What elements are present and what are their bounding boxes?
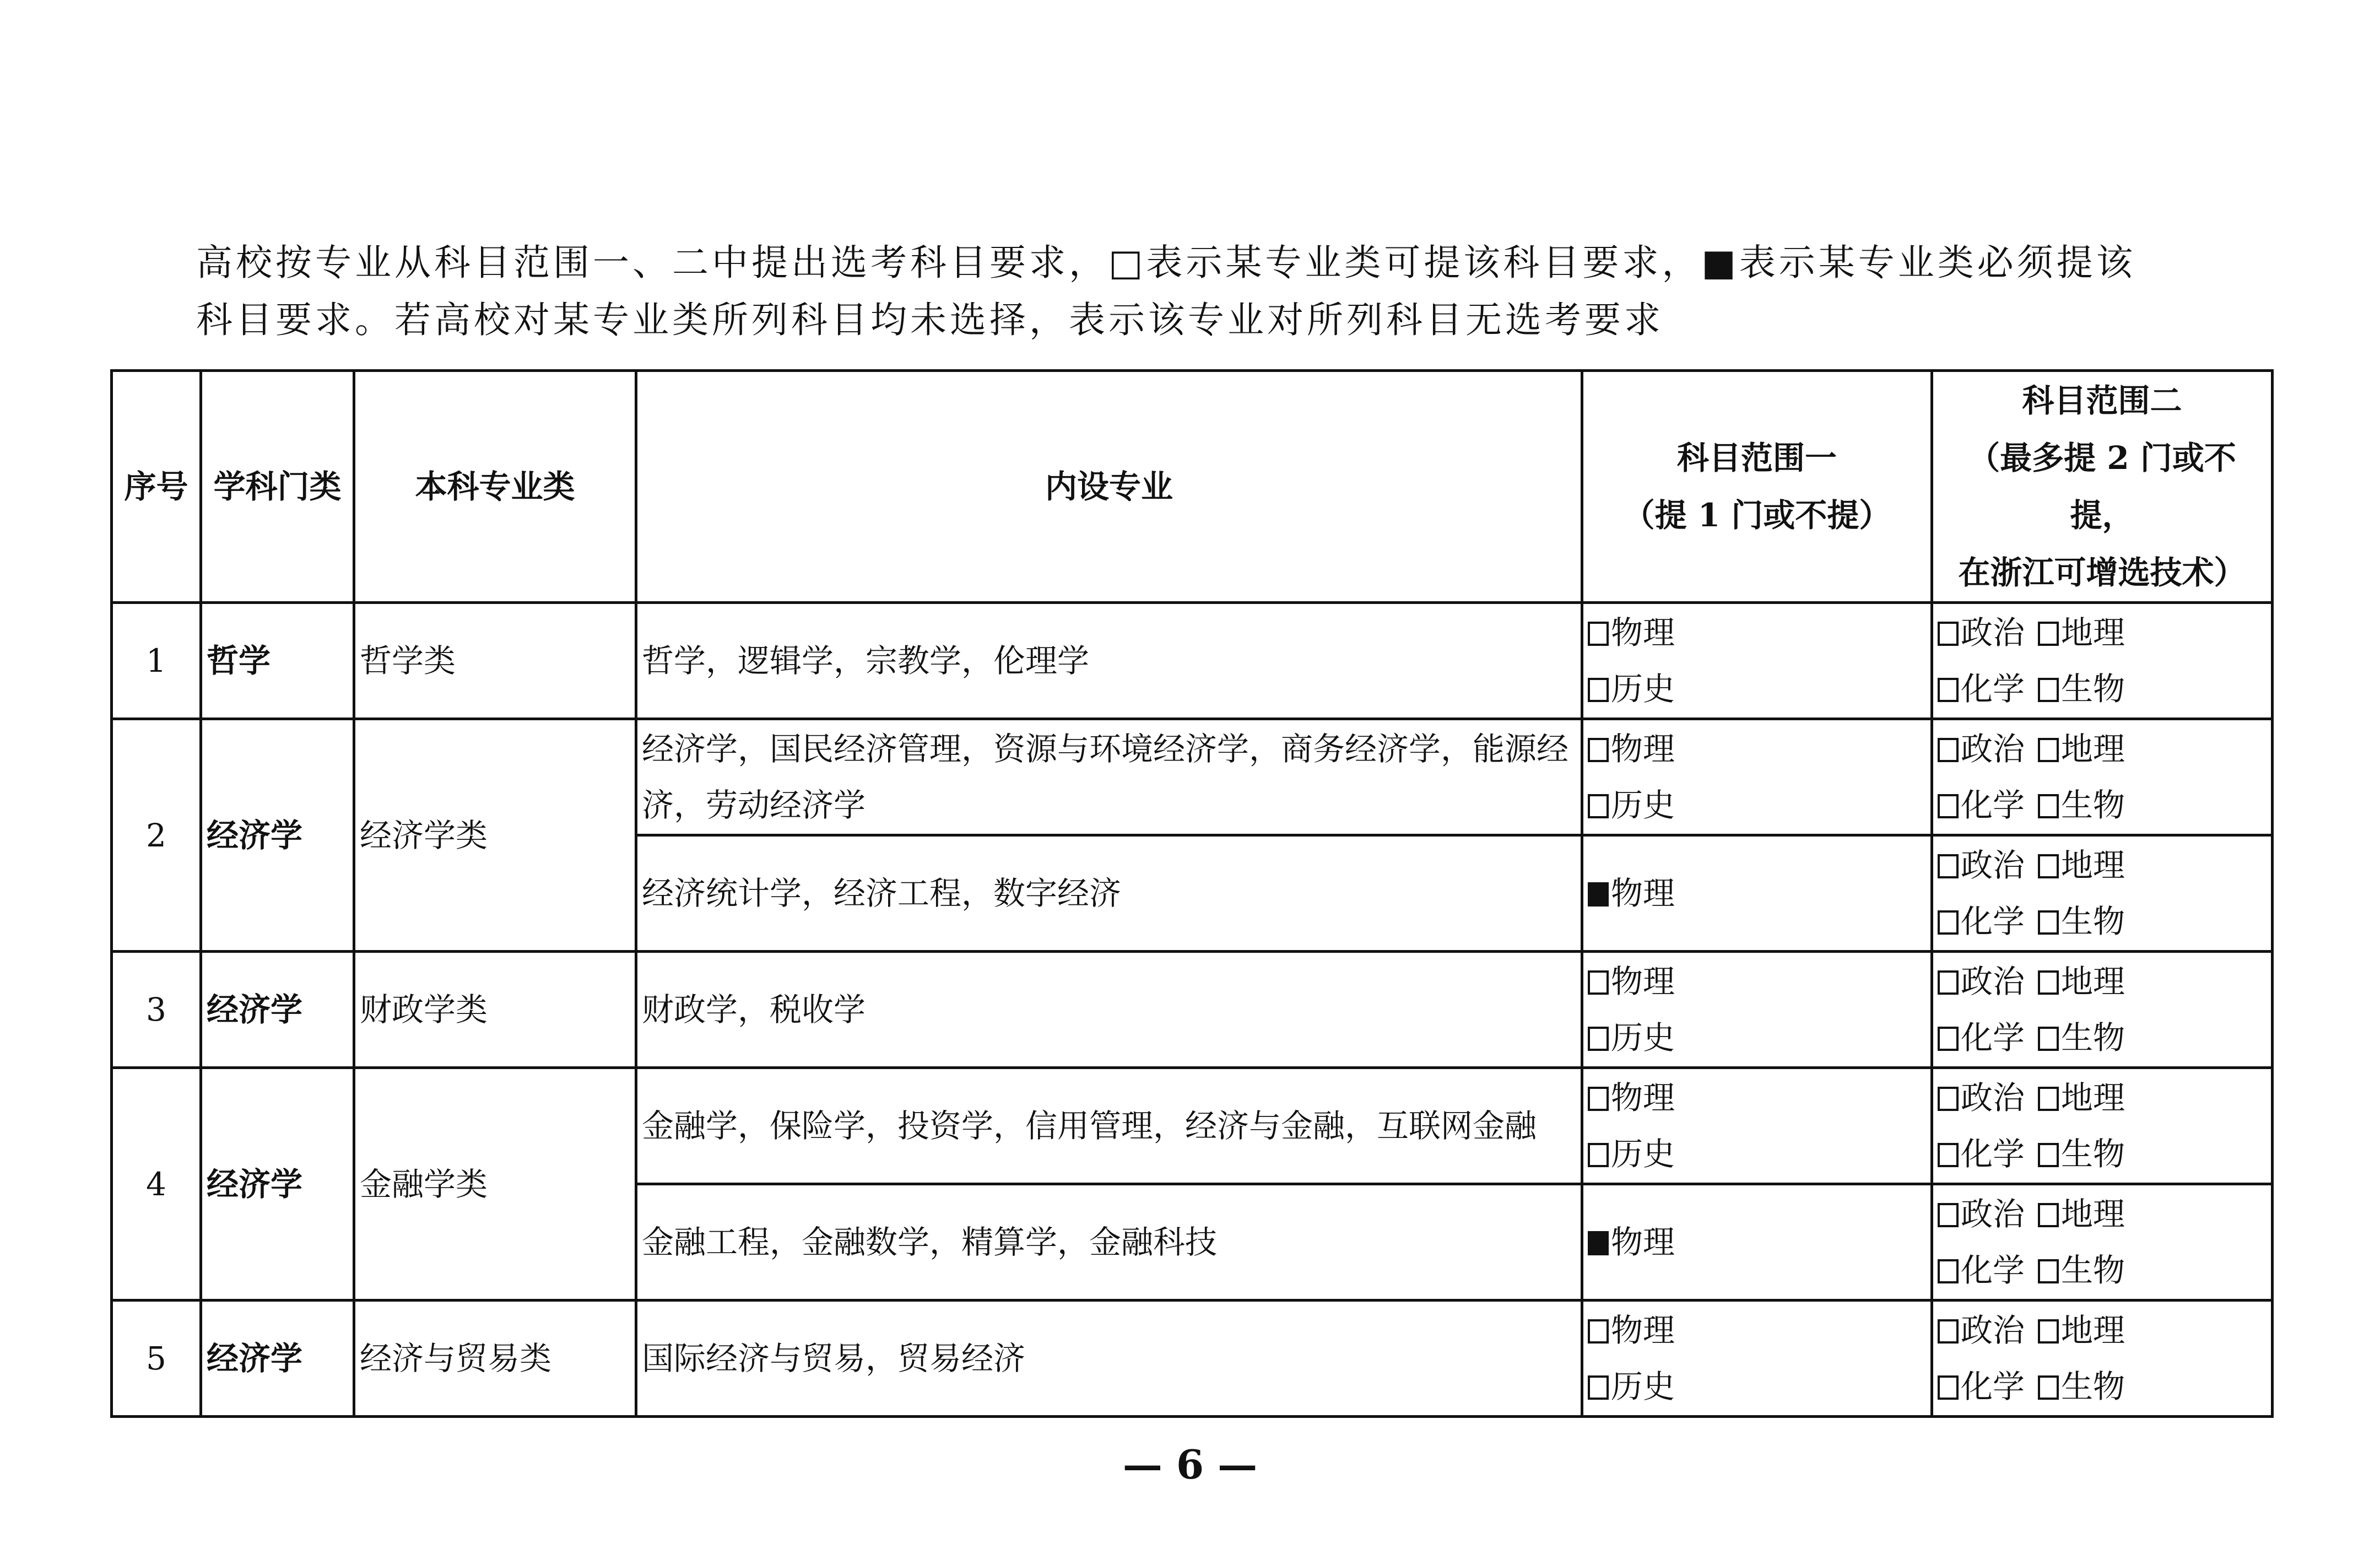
row-majors: 金融工程，金融数学，精算学，金融科技 [636,1184,1582,1301]
subject-label: 历史 [1611,670,1675,708]
row-range1 [1582,835,1932,952]
subject-option [2038,1126,2125,1182]
row-discipline: 哲学 [201,603,354,719]
row-range2 [1932,835,2273,952]
subject-option [1588,1010,1926,1066]
row-discipline: 经济学 [201,1068,354,1301]
subject-option [1588,953,1926,1010]
subject-option-line [1938,1186,2267,1242]
row-range2 [1932,1184,2273,1301]
filled-square-icon [1588,882,1609,907]
subject-option-line [1938,1242,2267,1298]
subject-label: 历史 [1611,786,1675,824]
subject-label: 生物 [2061,1019,2125,1056]
empty-square-icon [1938,678,1959,702]
row-range2 [1932,1301,2273,1417]
subject-option [1938,777,2025,833]
header-range1-title: 科目范围一 [1676,439,1837,477]
subject-label: 地理 [2061,1195,2125,1233]
row-range1 [1582,952,1932,1068]
row-majors: 财政学，税收学 [636,952,1582,1068]
empty-square-icon [1938,1203,1959,1227]
subject-option [2038,1242,2125,1298]
empty-square-icon [1938,1087,1959,1111]
empty-square-icon [2038,622,2059,646]
empty-square-icon [2038,1319,2059,1344]
row-range1 [1582,719,1932,835]
subject-label: 历史 [1611,1019,1675,1056]
subject-option-line [1938,777,2267,833]
subject-option-line [1938,661,2267,717]
subject-label: 地理 [2061,963,2125,1000]
subject-option [1938,1358,2025,1415]
subject-label: 生物 [2061,1368,2125,1405]
empty-square-icon [1588,738,1609,762]
subject-option [1938,1126,2025,1182]
subject-option-line [1938,1010,2267,1066]
row-index: 3 [112,952,201,1068]
subject-option [1938,953,2025,1010]
subject-option [2038,1070,2125,1126]
header-majors: 内设专业 [636,371,1582,603]
subject-option [1588,1070,1926,1126]
row-discipline: 经济学 [201,952,354,1068]
intro-line-1: 高校按专业从科目范围一、二中提出选考科目要求，□表示某专业类可提该科目要求，■表示某专业类必须提该 [196,241,2136,284]
header-range2-note-1: （最多提 2 门或不提， [1968,439,2236,534]
subject-label: 化学 [1961,670,2025,708]
subject-option-line [1938,953,2267,1010]
empty-square-icon [2038,1259,2059,1283]
row-range2 [1932,719,2273,835]
row-index: 5 [112,1301,201,1417]
header-range2-title: 科目范围二 [2022,382,2182,419]
row-index: 4 [112,1068,201,1301]
subject-label: 化学 [1961,1019,2025,1056]
row-category: 经济学类 [354,719,636,952]
header-category: 本科专业类 [354,371,636,603]
empty-square-icon [2038,738,2059,762]
empty-square-icon [1938,1143,1959,1167]
subject-option-line [1938,1302,2267,1358]
subject-option [2038,1186,2125,1242]
subject-option [1588,661,1926,717]
subject-option [1588,1214,1926,1270]
subject-label: 历史 [1611,1368,1675,1405]
subject-option [2038,953,2125,1010]
subject-label: 化学 [1961,1251,2025,1289]
subject-option [1938,837,2025,893]
subject-option [1588,1302,1926,1358]
subject-label: 政治 [1961,963,2025,1000]
subject-option [1938,1302,2025,1358]
subject-label: 生物 [2061,1251,2125,1289]
header-range2 [1932,371,2273,603]
empty-square-icon [1938,1259,1959,1283]
subject-option-line [1938,721,2267,777]
subject-option-line [1938,605,2267,661]
row-majors: 金融学，保险学，投资学，信用管理，经济与金融，互联网金融 [636,1068,1582,1184]
subject-label: 地理 [2061,730,2125,768]
subject-label: 物理 [1611,1079,1675,1116]
row-category: 财政学类 [354,952,636,1068]
subject-option [1938,1070,2025,1126]
empty-square-icon [1938,1319,1959,1344]
subject-label: 物理 [1611,1312,1675,1349]
empty-square-icon [2038,854,2059,878]
row-range1 [1582,1184,1932,1301]
subject-option [2038,1358,2125,1415]
subject-option [1588,605,1926,661]
subject-option [2038,1302,2125,1358]
header-range1-note: （提 1 门或不提） [1622,497,1891,534]
subject-label: 地理 [2061,1079,2125,1116]
row-majors: 经济学，国民经济管理，资源与环境经济学，商务经济学，能源经济，劳动经济学 [636,719,1582,835]
subject-label: 政治 [1961,846,2025,884]
subject-option [1588,1126,1926,1182]
empty-square-icon [2038,910,2059,935]
empty-square-icon [2038,1375,2059,1400]
empty-square-icon [1938,1375,1959,1400]
table-row [112,603,2273,719]
empty-square-icon [2038,678,2059,702]
subject-option [1938,1010,2025,1066]
subject-option [2038,721,2125,777]
empty-square-icon [1588,1319,1609,1344]
empty-square-icon [1588,1087,1609,1111]
filled-square-icon [1588,1231,1609,1255]
subject-option [1938,721,2025,777]
row-majors: 国际经济与贸易，贸易经济 [636,1301,1582,1417]
row-range2 [1932,952,2273,1068]
row-category: 经济与贸易类 [354,1301,636,1417]
subject-option [2038,837,2125,893]
header-range2-note-2: 在浙江可增选技术） [1958,554,2246,591]
subject-label: 历史 [1611,1135,1675,1173]
subject-option [1588,1358,1926,1415]
row-category: 哲学类 [354,603,636,719]
table-row [112,1301,2273,1417]
subject-label: 地理 [2061,846,2125,884]
table-row [112,952,2273,1068]
row-category: 金融学类 [354,1068,636,1301]
subject-option-line [1938,893,2267,949]
subject-option [2038,605,2125,661]
subject-label: 化学 [1961,1135,2025,1173]
row-index: 2 [112,719,201,952]
empty-square-icon [1588,970,1609,995]
table-row [112,1068,2273,1184]
subject-label: 地理 [2061,614,2125,651]
header-idx: 序号 [112,371,201,603]
subject-label: 政治 [1961,1079,2025,1116]
subject-label: 物理 [1611,963,1675,1000]
empty-square-icon [2038,970,2059,995]
row-range1 [1582,1068,1932,1184]
subject-option [1938,1186,2025,1242]
subject-option [1938,661,2025,717]
subject-option-line [1938,1126,2267,1182]
subject-requirements-table [110,369,2274,1418]
subject-label: 物理 [1611,1223,1675,1261]
subject-option [1938,893,2025,949]
row-discipline: 经济学 [201,1301,354,1417]
empty-square-icon [2038,1143,2059,1167]
row-range2 [1932,603,2273,719]
page-number: — 6 — [1122,1441,1258,1488]
subject-label: 物理 [1611,730,1675,768]
row-range2 [1932,1068,2273,1184]
empty-square-icon [1938,910,1959,935]
empty-square-icon [2038,794,2059,818]
subject-label: 政治 [1961,1195,2025,1233]
subject-option-line [1938,1358,2267,1415]
subject-label: 化学 [1961,1368,2025,1405]
empty-square-icon [1588,1027,1609,1051]
subject-label: 政治 [1961,1312,2025,1349]
subject-label: 政治 [1961,614,2025,651]
row-discipline: 经济学 [201,719,354,952]
empty-square-icon [1588,1143,1609,1167]
subject-option-line [1938,1070,2267,1126]
subject-label: 政治 [1961,730,2025,768]
subject-label: 生物 [2061,786,2125,824]
subject-option [1588,865,1926,921]
empty-square-icon [2038,1203,2059,1227]
subject-option [1588,777,1926,833]
intro-line-2: 科目要求。若高校对某专业类所列科目均未选择，表示该专业对所列科目无选考要求 [196,299,1664,341]
empty-square-icon [2038,1027,2059,1051]
row-range1 [1582,1301,1932,1417]
subject-option [2038,893,2125,949]
empty-square-icon [2038,1087,2059,1111]
empty-square-icon [1938,1027,1959,1051]
subject-option [2038,777,2125,833]
subject-label: 生物 [2061,903,2125,940]
row-majors: 经济统计学，经济工程，数字经济 [636,835,1582,952]
subject-label: 地理 [2061,1312,2125,1349]
empty-square-icon [1588,794,1609,818]
empty-square-icon [1588,622,1609,646]
empty-square-icon [1938,738,1959,762]
empty-square-icon [1938,970,1959,995]
subject-label: 物理 [1611,875,1675,912]
subject-option-line [1938,837,2267,893]
empty-square-icon [1588,1375,1609,1400]
header-range1 [1582,371,1932,603]
empty-square-icon [1938,854,1959,878]
table-row [112,719,2273,835]
table-header-row [112,371,2273,603]
empty-square-icon [1938,622,1959,646]
subject-option [2038,661,2125,717]
empty-square-icon [1588,678,1609,702]
subject-option [1588,721,1926,777]
subject-label: 生物 [2061,670,2125,708]
subject-label: 化学 [1961,786,2025,824]
empty-square-icon [1938,794,1959,818]
intro-paragraph [196,234,2190,349]
subject-option [2038,1010,2125,1066]
subject-label: 化学 [1961,903,2025,940]
row-index: 1 [112,603,201,719]
header-discipline: 学科门类 [201,371,354,603]
table-body [112,603,2273,1417]
row-majors: 哲学，逻辑学，宗教学，伦理学 [636,603,1582,719]
subject-option [1938,1242,2025,1298]
row-range1 [1582,603,1932,719]
subject-label: 生物 [2061,1135,2125,1173]
subject-option [1938,605,2025,661]
subject-label: 物理 [1611,614,1675,651]
